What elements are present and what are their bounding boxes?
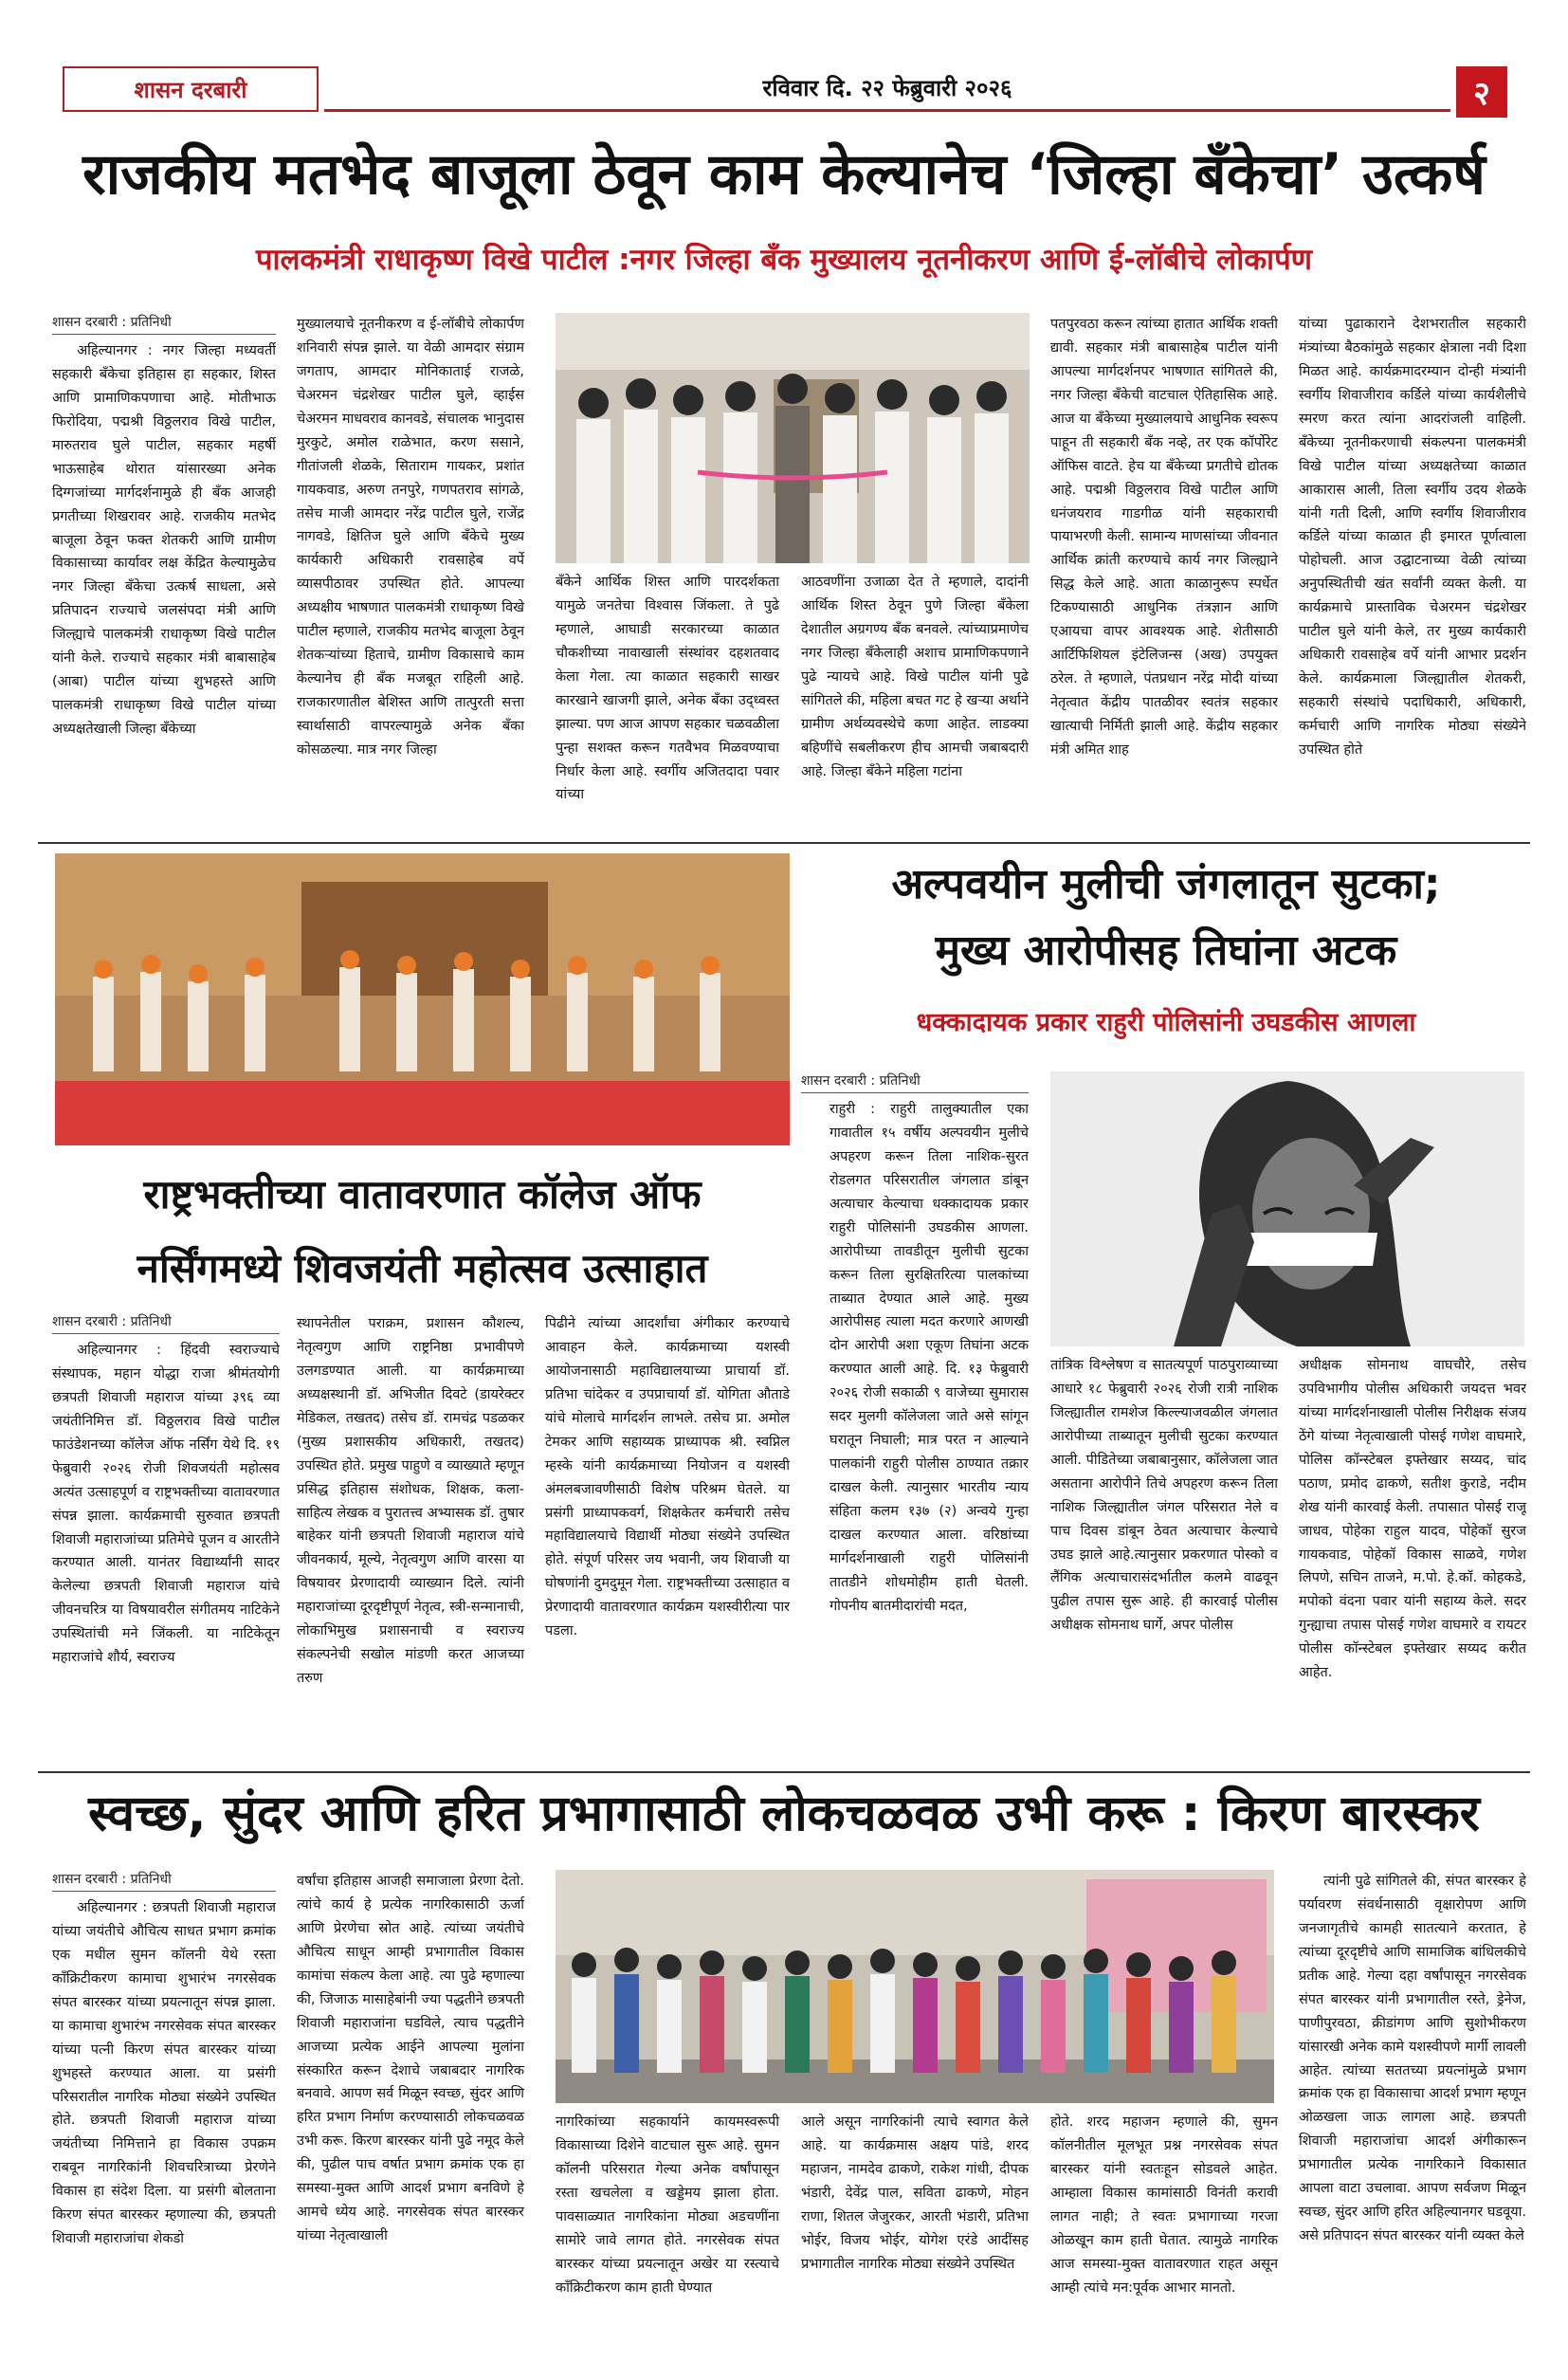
page-number: २ [1456, 66, 1507, 118]
story1-column [1299, 313, 1526, 834]
story3-column [545, 1312, 790, 1762]
story1-column [52, 339, 276, 834]
story2-headline-line1: अल्पवयीन मुलीची जंगलातून सुटका; [891, 860, 1441, 908]
story1-text-1: अहिल्यानगर : नगर जिल्हा मध्यवर्ती सहकारी बँकेचा इतिहास हा सहकार, शिस्त आणि प्रामाणिकपणाचा आहे. मोतीभाऊ फिरोदिया, पद्मश्री विठ्ठलराव विखे पाटील, मारुतराव घुले पाटील, सहकार महर्षी भाऊसाहेब थोरात यांसारख्या अनेक दिग्गजांच्या मार्गदर्शनामुळे ही बँक आजही प्रगतीच्या शिखरावर आहे. राजकीय मतभेद बाजूला ठेवून फक्त शेतकरी आणि ग्रामीण विकासाच्या कार्यावर लक्ष केंद्रित केल्यामुळेच नगर जिल्हा बँकेचा उत्कर्ष साधला, असे प्रतिपादन राज्याचे जलसंपदा मंत्री आणि जिल्ह्याचे पालकमंत्री राधाकृष्ण विखे पाटील यांनी केले. राज्याचे सहकार मंत्री बाबासाहेब (आबा) पाटील यांच्या शुभहस्ते आणि पालकमंत्री राधाकृष्ण विखे पाटील यांच्या अध्यक्षतेखाली जिल्हा बँकेच्या [52, 343, 276, 737]
story1-column [1050, 313, 1278, 834]
story3-byline: शासन दरबारी : प्रतिनिधी [52, 1312, 280, 1334]
story4-text-3: नागरिकांच्या सहकार्याने कायमस्वरूपी विकासाच्या दिशेने वाटचाल सुरू आहे. सुमन कॉलनी परिसरात गेल्या अनेक वर्षांपासून रस्ता खचलेला व खड्डेमय झाला होता. पावसाळ्यात नागरिकांना मोठ्या अडचणींना सामोरे जावे लागत होते. नगरसेवक संपत बारस्कर यांच्या प्रयत्नातून अखेर या रस्त्याचे कॉंक्रिटीकरण काम हाती घेण्यात [556, 2115, 779, 2296]
story1-subhead: पालकमंत्री राधाकृष्ण विखे पाटील :नगर जिल्हा बँक मुख्यालय नूतनीकरण आणि ई-लॉबीचे लोकार्पण [255, 243, 1313, 277]
shivjayanti-stage-photo [55, 853, 790, 1145]
story4-text-2: वर्षांचा इतिहास आजही समाजाला प्रेरणा देतो. त्यांचे कार्य हे प्रत्येक नागरिकासाठी ऊर्जा आणि प्रेरणेचा स्रोत आहे. त्यांच्या जयंतीचे औचित्य साधून आम्ही प्रभागातील विकास कामांचा संकल्प केला आहे. त्या पुढे म्हणाल्या की, जिजाऊ मासाहेबांनी ज्या पद्धतीने छत्रपती शिवाजी महाराजांना घडविले, त्याच पद्धतीने आजच्या प्रत्येक आईने आपल्या मुलांना संस्कारित करून देशाचे जबाबदार नागरिक बनवावे. आपण सर्व मिळून स्वच्छ, सुंदर आणि हरित प्रभाग निर्माण करण्यासाठी लोकचळवळ उभी करू. किरण बारस्कर यांनी पुढे नमूद केले की, पुढील पाच वर्षात प्रभाग क्रमांक एक हा समस्या-मुक्त आणि आदर्श प्रभाग बनविणे हे आमचे ध्येय आहे. नगरसेवक संपत बारस्कर यांच्या नेतृत्वाखाली [297, 1874, 524, 2244]
story2-byline: शासन दरबारी : प्रतिनिधी [801, 1071, 1029, 1093]
story4-text-4: आले असून नागरिकांनी त्याचे स्वागत केले आहे. या कार्यक्रमास अक्षय पांडे, शरद महाजन, नामदेव ढाकणे, राकेश गांधी, दीपक भंडारी, देवेंद्र पाल, सविता ढाकणे, मोहन राणा, शितल जेजुरकर, आरती भंडारी, प्रतिभा भोईर, विजय भोईर, योगेश एरंडे आदींसह प्रभागातील नागरिक मोठ्या संख्येने उपस्थित [801, 2115, 1029, 2272]
story3-headline-line2: नर्सिंगमध्ये शिवजयंती महोत्सव उत्साहात [137, 1245, 708, 1291]
story2-column [1299, 1354, 1526, 1762]
story1-text-6: यांच्या पुढाकाराने देशभरातील सहकारी मंत्र्यांच्या बैठकांमुळे सहकार क्षेत्राला नवी दिशा मिळत आहे. कार्यक्रमादरम्यान दोन्ही मंत्र्यांनी स्वर्गीय शिवाजीराव कर्डिले यांच्या कार्यशैलीचे स्मरण करत त्यांना आदरांजली वाहिली. बँकेच्या नूतनीकरणाची संकल्पना पालकमंत्री विखे पाटील यांच्या अध्यक्षतेच्या काळात आकारास आली, तिला स्वर्गीय उदय शेळके यांनी गती दिली, आणि स्वर्गीय शिवाजीराव कर्डिले यांच्या काळात ही इमारत पूर्णत्वाला पोहोचली. आज उद्घाटनाच्या वेळी त्यांच्या अनुपस्थितीची खंत सर्वांनी व्यक्त केली. या कार्यक्रमाचे प्रास्ताविक चेअरमन चंद्रशेखर पाटील घुले यांनी केले, तर मुख्य कार्यकारी अधिकारी रावसाहेब वर्पे यांनी आभार प्रदर्शन केले. कार्यक्रमाला जिल्ह्यातील शेतकरी, सहकारी संस्थांचे पदाधिकारी, अधिकारी, कर्मचारी आणि नागरिक मोठ्या संख्येने उपस्थित होते [1299, 317, 1526, 758]
paper-logo [63, 66, 319, 112]
story4-text-5: होते. शरद महाजन म्हणाले की, सुमन कॉलनीतील मूलभूत प्रश्न नगरसेवक संपत बारस्कर यांनी स्वतःहून सोडवले आहेत. आम्हाला विकास कामांसाठी विनंती करावी लागत नाही; ते स्वतः प्रभागाच्या गरजा ओळखून काम हाती घेतात. त्यामुळे नागरिक आज समस्या-मुक्त वातावरणात राहत असून आम्ही त्यांचे मन:पूर्वक आभार मानतो. [1050, 2115, 1278, 2296]
story1-text-3: बँकेने आर्थिक शिस्त आणि पारदर्शकता यामुळे जनतेचा विश्वास जिंकला. ते पुढे म्हणाले, आघाडी सरकारच्या काळात चौकशीच्या नावाखाली संस्थांवर दहशतवाद केला गेला. त्या काळात सहकारी साखर कारखाने खाजगी झाले, अनेक बँका उद्ध्वस्त झाल्या. पण आज आपण सहकार चळवळीला पुन्हा सशक्त करून गतवैभव मिळवण्याचा निर्धार केला आहे. स्वर्गीय अजितदादा पवार यांच्या [556, 575, 779, 803]
dateline: रविवार दि. २२ फेब्रुवारी २०२६ [324, 66, 1450, 112]
story2-headline-line2: मुख्य आरोपीसह तिघांना अटक [935, 926, 1397, 975]
logo-text: शासन दरबारी [134, 75, 247, 103]
story2-column [1050, 1354, 1278, 1762]
story4-column [1299, 1870, 1526, 2314]
section-divider [38, 1771, 1530, 1773]
story1-byline: शासन दरबारी : प्रतिनिधी [52, 313, 276, 335]
story2-column [830, 1098, 1029, 1762]
story1-column [556, 571, 779, 834]
story2-text-1: राहुरी : राहुरी तालुक्यातील एका गावातील १५ वर्षीय अल्पवयीन मुलीचे अपहरण करून तिला नाशिक-सुरत रोडलगत परिसरातील जंगलात डांबून अत्याचार केल्याचा धक्कादायक प्रकार राहुरी पोलिसांनी उघडकीस आणला. आरोपीच्या तावडीतून मुलीची सुटका करून तिला सुरक्षितरित्या पालकांच्या ताब्यात देण्यात आले आहे. मुख्य आरोपीसह त्याला मदत करणारे आणखी दोन आरोपी अशा एकूण तिघांना अटक करण्यात आली आहे. दि. १३ फेब्रुवारी २०२६ रोजी सकाळी ९ वाजेच्या सुमारास सदर मुलगी कॉलेजला जाते असे सांगून घरातून निघाली; मात्र परत न आल्याने पालकांनी राहुरी पोलीस ठाण्यात तक्रार दाखल केली. त्यानुसार भारतीय न्याय संहिता कलम १३७ (२) अन्वये गुन्हा दाखल करण्यात आला. वरिष्ठांच्या मार्गदर्शनाखाली राहुरी पोलिसांनी तातडीने शोधमोहीम हाती घेतली. गोपनीय बातमीदारांची मदत, [830, 1102, 1029, 1614]
masthead [63, 66, 1507, 112]
section-divider [38, 842, 1530, 844]
story4-text-1: अहिल्यानगर : छत्रपती शिवाजी महाराज यांच्या जयंतीचे औचित्य साधत प्रभाग क्रमांक एक मधील सुमन कॉलनी येथे रस्ता कॉंक्रिटीकरण कामाचा शुभारंभ नगरसेवक संपत बारस्कर यांच्या प्रयत्नातून संपन्न झाला. या कामाचा शुभारंभ नगरसेवक संपत बारस्कर यांच्या पत्नी किरण संपत बारस्कर यांच्या शुभहस्ते करण्यात आला. या प्रसंगी परिसरातील नागरिक मोठ्या संख्येने उपस्थित होते. छत्रपती शिवाजी महाराज यांच्या जयंतीच्या निमित्ताने हा विकास उपक्रम राबवून नागरिकांनी शिवचरित्राच्या प्रेरणेने विकास हा संदेश दिला. या प्रसंगी बोलताना किरण संपत बारस्कर म्हणाल्या की, छत्रपती शिवाजी महाराजांचा शेकडो [52, 1900, 276, 2247]
story1-column [297, 313, 524, 834]
story3-text-1: अहिल्यानगर : हिंदवी स्वराज्याचे संस्थापक, महान योद्धा राजा श्रीमंतयोगी छत्रपती शिवाजी महाराज यांच्या ३९६ व्या जयंतीनिमित्त डॉ. विठ्ठलराव विखे पाटील फाउंडेशनच्या कॉलेज ऑफ नर्सिंग येथे दि. १९ फेब्रुवारी २०२६ रोजी शिवजयंती महोत्सव अत्यंत उत्साहपूर्ण व राष्ट्रभक्तीच्या वातावरणात संपन्न झाला. कार्यक्रमाची सुरुवात छत्रपती शिवाजी महाराजांच्या प्रतिमेचे पूजन व आरतीने करण्यात आली. यानंतर विद्यार्थ्यांनी सादर केलेल्या छत्रपती शिवाजी महाराज यांचे जीवनचरित्र या विषयावरील संगीतमय नाटिकेने उपस्थितांची मने जिंकली. या नाटिकेतून महाराजांचे शौर्य, स्वराज्य [52, 1343, 280, 1666]
story4-headline: स्वच्छ, सुंदर आणि हरित प्रभागासाठी लोकचळवळ उभी करू : किरण बारस्कर [88, 1785, 1480, 1842]
crime-illustration [1050, 1071, 1524, 1346]
story1-column [801, 571, 1029, 834]
story3-column [297, 1312, 524, 1762]
story3-headline-line1: राष्ट्रभक्तीच्या वातावरणात कॉलेज ऑफ [143, 1171, 702, 1217]
road-work-group-photo [556, 1870, 1274, 2103]
story4-column [297, 1870, 524, 2314]
story1-text-2: मुख्यालयाचे नूतनीकरण व ई-लॉबीचे लोकार्पण शनिवारी संपन्न झाले. या वेळी आमदार संग्राम जगताप, आमदार मोनिकाताई राजळे, चेअरमन चंद्रशेखर पाटील घुले, व्हाईस चेअरमन माधवराव कानवडे, संचालक भानुदास मुरकुटे, अमोल राळेभात, करण ससाने, गीतांजली शेळके, सिताराम गायकर, प्रशांत गायकवाड, अरुण तनपुरे, गणपतराव सांगळे, तसेच माजी आमदार नरेंद्र पाटील घुले, राजेंद्र नागवडे, क्षितिज घुले आणि बँकेचे मुख्य कार्यकारी अधिकारी रावसाहेब वर्पे व्यासपीठावर उपस्थित होते. आपल्या अध्यक्षीय भाषणात पालकमंत्री राधाकृष्ण विखे पाटील म्हणाले, राजकीय मतभेद बाजूला ठेवून शेतकऱ्यांच्या हिताचे, ग्रामीण विकासाचे काम केल्यानेच ही बँक मजबूत राहिली आहे. राजकारणातील बेशिस्त आणि तात्पुरती सत्ता स्वार्थासाठी वापरल्यामुळे अनेक बँका कोसळल्या. मात्र नगर जिल्हा [297, 317, 524, 758]
story4-text-6: त्यांनी पुढे सांगितले की, संपत बारस्कर हे पर्यावरण संवर्धनासाठी वृक्षारोपण आणि जनजागृतीचे कामही सातत्याने करतात, हे त्यांच्या दूरदृष्टीचे आणि सामाजिक बांधिलकीचे प्रतीक आहे. गेल्या दहा वर्षांपासून नगरसेवक संपत बारस्कर यांनी प्रभागातील रस्ते, ड्रेनेज, पाणीपुरवठा, क्रीडांगण आणि सुशोभीकरण यांसारखी अनेक कामे यशस्वीपणे मार्गी लावली आहेत. त्यांच्या सततच्या प्रयत्नांमुळे प्रभाग क्रमांक एक हा विकासाचा आदर्श प्रभाग म्हणून ओळखला जाऊ लागला आहे. छत्रपती शिवाजी महाराजांचा आदर्श अंगीकारून प्रभागातील प्रत्येक नागरिकाने विकासात आपला वाटा उचलावा. आपण सर्वजण मिळून स्वच्छ, सुंदर आणि हरित अहिल्यानगर घडवूया. असे प्रतिपादन संपत बारस्कर यांनी व्यक्त केले [1299, 1874, 1526, 2244]
story4-column [52, 1896, 276, 2314]
story3-text-2: स्थापनेतील पराक्रम, प्रशासन कौशल्य, नेतृत्वगुण आणि राष्ट्रनिष्ठा प्रभावीपणे उलगडण्यात आली. या कार्यक्रमाच्या अध्यक्षस्थानी डॉ. अभिजीत दिवटे (डायरेक्टर मेडिकल, तखतद) तसेच डॉ. रामचंद्र पडळकर (मुख्य प्रशासकीय अधिकारी, तखतद) उपस्थित होते. प्रमुख पाहुणे व व्याख्याते म्हणून प्रसिद्ध इतिहास संशोधक, शिक्षक, कला-साहित्य लेखक व पुरातत्त्व अभ्यासक डॉ. तुषार बाहेकर यांनी छत्रपती शिवाजी महाराज यांचे जीवनकार्य, मूल्ये, नेतृत्वगुण आणि वारसा या विषयावर प्रेरणादायी व्याख्यान दिले. त्यांनी महाराजांच्या दूरदृष्टीपूर्ण नेतृत्व, स्त्री-सन्मानाची, लोकाभिमुख प्रशासनाची व स्वराज्य संकल्पनेची सखोल मांडणी करत आजच्या तरुण [297, 1316, 524, 1687]
story3-column [52, 1339, 280, 1762]
inauguration-photo [556, 313, 1030, 563]
story1-headline: राजकीय मतभेद बाजूला ठेवून काम केल्यानेच ‘जिल्हा बँकेचा’ उत्कर्ष [82, 141, 1486, 208]
story4-column [556, 2111, 779, 2314]
story4-column [801, 2111, 1029, 2314]
story2-text-3: अधीक्षक सोमनाथ वाघचौरे, तसेच उपविभागीय पोलीस अधिकारी जयदत्त भवर यांच्या मार्गदर्शनाखाली पोलीस निरीक्षक संजय ठेंगे यांच्या नेतृत्वाखाली पोसई गणेश वाघमारे, पोलिस कॉन्स्टेबल इफ्तेखार सय्यद, चांद पठाण, प्रमोद ढाकणे, सतीश कुराडे, नदीम शेख यांनी कारवाई केली. तपासात पोसई राजू जाधव, पोहेका राहुल यादव, पोहेकॉ सुरज गायकवाड, पोहेकॉ विकास साळवे, गणेश लिपणे, सचिन ताजने, म.पो. हे.कॉ. कोहकडे, मपोको वंदना पवार यांनी सहाय्य केले. सदर गुन्ह्याचा तपास पोसई गणेश वाघमारे व रायटर पोलीस कॉन्स्टेबल इफ्तेखार सय्यद करीत आहेत. [1299, 1358, 1526, 1681]
story2-subhead: धक्कादायक प्रकार राहुरी पोलिसांनी उघडकीस आणला [916, 1008, 1416, 1037]
story1-text-4: आठवणींना उजाळा देत ते म्हणाले, दादांनी आर्थिक शिस्त ठेवून पुणे जिल्हा बँकेला देशातील अग्रगण्य बँक बनवले. त्यांच्याप्रमाणेच नगर जिल्हा बँकेलाही अशाच प्रामाणिकपणाने पुढे न्यायचे आहे. विखे पाटील यांनी पुढे सांगितले की, महिला बचत गट हे खऱ्या अर्थाने ग्रामीण अर्थव्यवस्थेचे कणा आहेत. लाडक्या बहिणींचे सबलीकरण हीच आमची जबाबदारी आहे. जिल्हा बँकेने महिला गटांना [801, 575, 1029, 779]
story1-text-5: पतपुरवठा करून त्यांच्या हातात आर्थिक शक्ती द्यावी. सहकार मंत्री बाबासाहेब पाटील यांनी आपल्या मार्गदर्शनपर भाषणात सांगितले की, नगर जिल्हा बँकेची वाटचाल ऐतिहासिक आहे. आज या बँकेच्या मुख्यालयाचे आधुनिक स्वरूप पाहून ती सहकारी बँक नव्हे, तर एक कॉर्पोरेट ऑफिस वाटते. हेच या बँकेच्या प्रगतीचे द्योतक आहे. पद्मश्री विठ्ठलराव विखे पाटील आणि धनंजयराव गाडगीळ यांनी सहकाराची पायाभरणी केली. सामान्य माणसांच्या जीवनात आर्थिक क्रांती करण्याचे कार्य नगर जिल्ह्याने सिद्ध केले आहे. आता काळानुरूप स्पर्धेत टिकण्यासाठी आधुनिक तंत्रज्ञान आणि एआयचा वापर आवश्यक आहे. शेतीसाठी आर्टिफिशियल इंटेलिजन्स (अख) उपयुक्त ठरेल. ते म्हणाले, पंतप्रधान नरेंद्र मोदी यांच्या नेतृत्वात केंद्रीय पातळीवर स्वतंत्र सहकार खात्याची निर्मिती झाली आहे. केंद्रीय सहकार मंत्री अमित शाह [1050, 317, 1278, 758]
story3-text-3: पिढीने त्यांच्या आदर्शांचा अंगीकार करण्याचे आवाहन केले. कार्यक्रमाच्या यशस्वी आयोजनासाठी महाविद्यालयाच्या प्राचार्या डॉ. प्रतिभा चांदेकर व उपप्राचार्या डॉ. योगिता औताडे यांचे मोलाचे मार्गदर्शन लाभले. तसेच प्रा. अमोल टेमकर आणि सहाय्यक प्राध्यापक श्री. स्वप्निल म्हस्के यांनी कार्यक्रमाच्या नियोजन व यशस्वी अंमलबजावणीसाठी विशेष परिश्रम घेतले. या प्रसंगी प्राध्यापकवर्ग, शिक्षकेतर कर्मचारी तसेच महाविद्यालयाचे विद्यार्थी मोठ्या संख्येने उपस्थित होते. संपूर्ण परिसर जय भवानी, जय शिवाजी या घोषणांनी दुमदुमून गेला. राष्ट्रभक्तीच्या उत्साहात व प्रेरणादायी वातावरणात कार्यक्रम यशस्वीरीत्या पार पडला. [545, 1316, 790, 1639]
story4-byline: शासन दरबारी : प्रतिनिधी [52, 1870, 276, 1892]
story2-text-2: तांत्रिक विश्लेषण व सातत्यपूर्ण पाठपुराव्याच्या आधारे १८ फेब्रुवारी २०२६ रोजी रात्री नाशिक जिल्ह्यातील रामशेज किल्ल्याजवळील जंगलात आरोपीच्या ताब्यातून मुलीची सुटका करण्यात आली. पीडितेच्या जबाबानुसार, कॉलेजला जात असताना आरोपीने तिचे अपहरण करून तिला नाशिक जिल्ह्यातील जंगल परिसरात नेले व पाच दिवस डांबून ठेवत अत्याचार केल्याचे उघड झाले आहे.त्यानुसार प्रकरणात पोस्को व लैंगिक अत्याचारासंदर्भातील कलमे वाढवून पुढील तपास सुरू आहे. ही कारवाई पोलीस अधीक्षक सोमनाथ घार्गे, अपर पोलीस [1050, 1358, 1278, 1634]
story4-column [1050, 2111, 1278, 2314]
